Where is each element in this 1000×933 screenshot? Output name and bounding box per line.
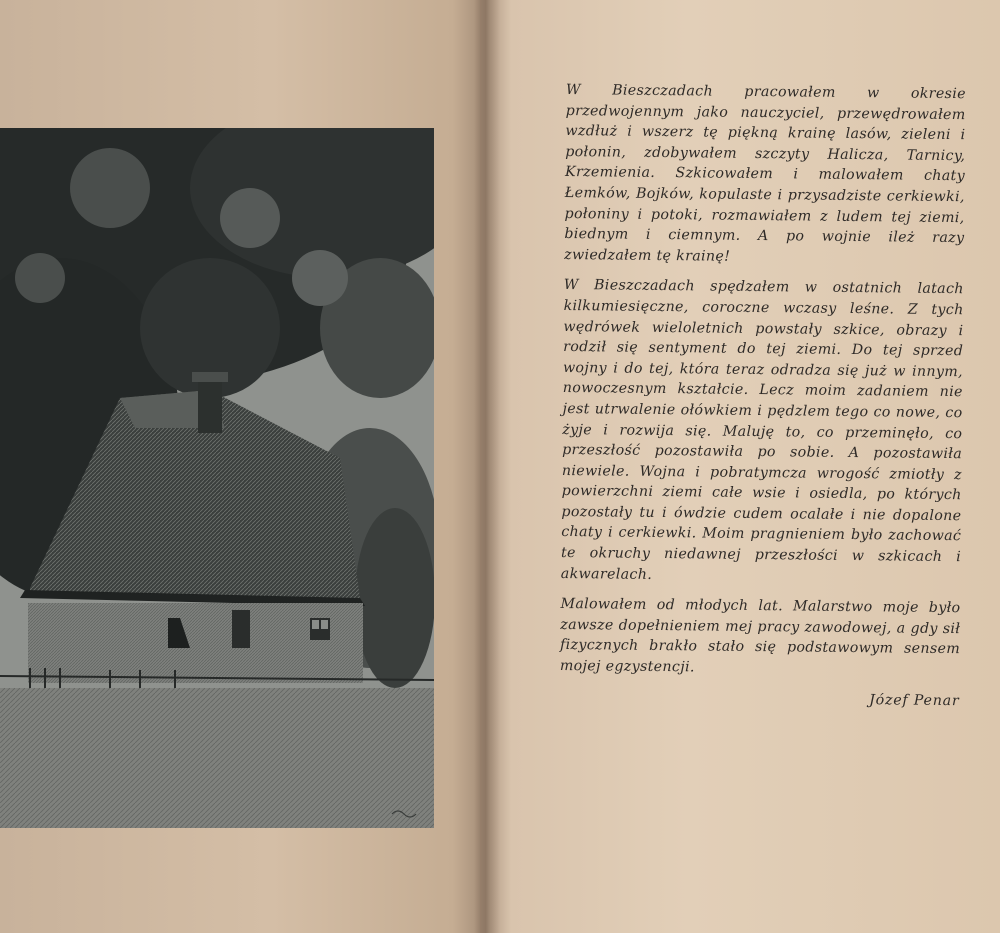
paragraph-2: W Bieszczadach spędzałem w ostatnich latach kilkumiesięczne, coroczne wczasy leśne. Z tych wędrówek wieloletnich powstały szkice, obrazy i rodził się sentyment do tej ziemi. Do tej sprzed wojny i do tej, która teraz odradza się już w innym, nowoczesnym kształcie. Lecz moim zadaniem nie jest utrwalenie ołówkiem i pędzlem tego co nowe, co żyje i rozwija się. Maluję to, co przeminęło, co przeszłość pozostawiła po sobie. A pozostawiła niewiele. Wojna i pobratymcza wrogość zmiotły z powierzchni ziemi całe wsie i osiedla, po których pozostały tu i ówdzie cudem ocalałe i nie dopalone chaty i cerkiewki. Moim pragnieniem było zachować te okruchy niedawnej przeszłości w szkicach i akwarelach.	[560, 277, 964, 583]
paragraph-3: Malowałem od młodych lat. Malarstwo moje było zawsze dopełnieniem mej pracy zawodowej, a gdy sił fizycznych brakło stało się podstawowym sensem mojej egzystencji.	[559, 596, 961, 676]
preface-text	[559, 80, 966, 711]
book-gutter	[474, 0, 500, 933]
author-signature: Józef Penar	[869, 691, 960, 709]
hut-illustration	[0, 128, 434, 828]
paragraph-1: W Bieszczadach pracowałem w okresie przedwojennym jako nauczyciel, przewędrowałem wzdłuż i wszerz tę piękną krainę lasów, zieleni i połonin, zdobywałem szczyty Halicza, Tarnicy, Krzemienia. Szkicowałem i malowałem chaty Łemków, Bojków, kopulaste i przysadziste cerkiewki, połoniny i potoki, rozmawiałem z ludem tej ziemi, biednym i ciemnym. A po wojnie ileż razy zwiedzałem tę krainę!	[564, 81, 966, 265]
